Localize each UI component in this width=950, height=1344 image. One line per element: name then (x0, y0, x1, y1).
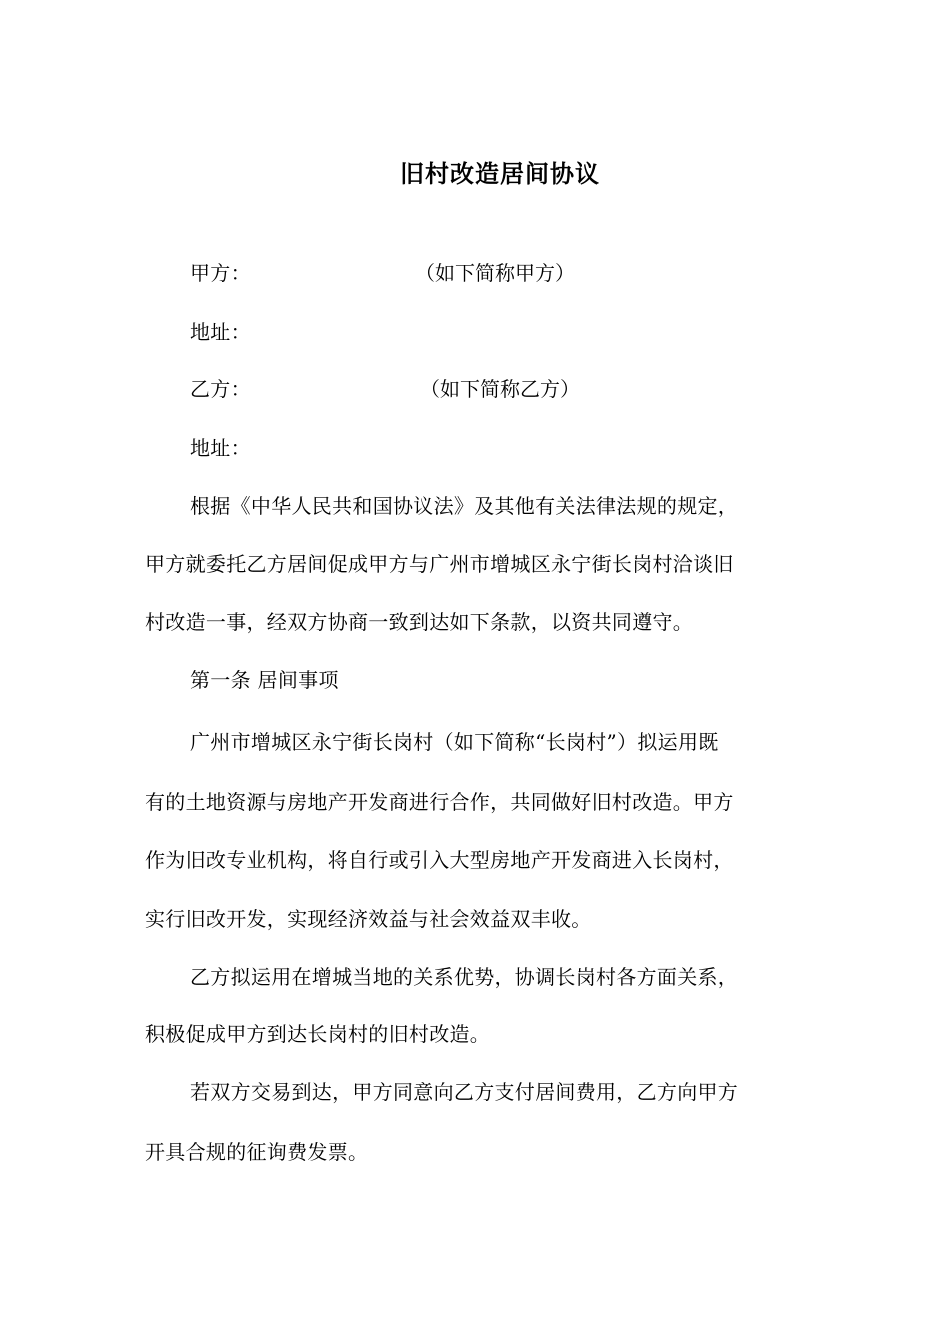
article-1-p1-line-4: 实行旧改开发，实现经济效益与社会效益双丰收。 (145, 907, 592, 931)
article-1-p1-line-2: 有的土地资源与房地产开发商进行合作，共同做好旧村改造。甲方 (145, 790, 734, 814)
address-b-label: 地址： (190, 436, 251, 460)
party-b-note: （如下简称乙方） (420, 377, 580, 401)
party-b-label: 乙方： (190, 377, 251, 401)
intro-line-3: 村改造一事，经双方协商一致到达如下条款，以资共同遵守。 (145, 610, 694, 634)
article-1-p2-line-2: 积极促成甲方到达长岗村的旧村改造。 (145, 1022, 491, 1046)
article-1-p3-line-1: 若双方交易到达，甲方同意向乙方支付居间费用，乙方向甲方 (190, 1080, 739, 1104)
document-title: 旧村改造居间协议 (400, 159, 600, 188)
intro-line-2: 甲方就委托乙方居间促成甲方与广州市增城区永宁街长岗村洽谈旧 (145, 552, 734, 576)
party-a-label: 甲方： (190, 261, 251, 285)
article-1-p2-line-1: 乙方拟运用在增城当地的关系优势，协调长岗村各方面关系， (190, 965, 739, 989)
address-a-label: 地址： (190, 320, 251, 344)
article-1-p3-line-2: 开具合规的征询费发票。 (145, 1140, 369, 1164)
party-a-note: （如下简称甲方） (415, 261, 575, 285)
article-1-p1-line-1: 广州市增城区永宁街长岗村（如下简称“长岗村”）拟运用既 (190, 730, 719, 754)
article-1-p1-line-3: 作为旧改专业机构，将自行或引入大型房地产开发商进入长岗村， (145, 848, 734, 872)
article-1-heading: 第一条 居间事项 (190, 668, 339, 692)
intro-line-1: 根据《中华人民共和国协议法》及其他有关法律法规的规定， (190, 494, 739, 518)
